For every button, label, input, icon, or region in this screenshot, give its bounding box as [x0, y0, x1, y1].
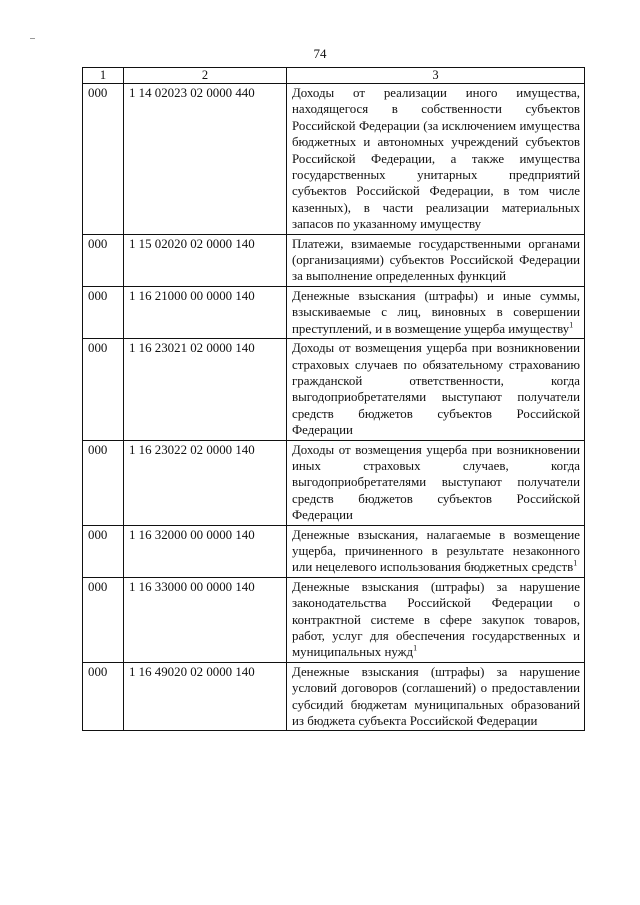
header-col-3: 3	[287, 68, 585, 84]
revenue-name-cell	[287, 525, 585, 577]
budget-classification-code-cell: 1 16 33000 00 0000 140	[124, 577, 287, 662]
revenue-name-text: Денежные взыскания, налагаемые в возмещение ущерба, причиненного в результате незаконного или нецелевого использования бюджетных средств	[292, 527, 580, 575]
budget-classification-code-cell: 1 16 23022 02 0000 140	[124, 440, 287, 525]
table-row	[83, 286, 585, 338]
revenue-name-text: Доходы от реализации иного имущества, находящегося в собственности субъектов Российской Федерации (за исключением имущества бюджетных и автономных учреждений субъектов Российской Федерации, а также имущества государственных унитарных предприятий субъектов Российской Федерации, в том числе казенных), в части реализации материальных запасов по указанному имуществу	[292, 86, 580, 232]
budget-classification-code-cell: 1 16 21000 00 0000 140	[124, 286, 287, 338]
table-row	[83, 662, 585, 731]
revenue-name-cell	[287, 84, 585, 235]
table-row	[83, 339, 585, 440]
header-col-2: 2	[124, 68, 287, 84]
revenue-name-text: Денежные взыскания (штрафы) и иные суммы, взыскиваемые с лиц, виновных в совершении преступлений, и в возмещение ущерба имуществу	[292, 288, 580, 336]
table-row	[83, 234, 585, 286]
revenue-name-text: Доходы от возмещения ущерба при возникновении страховых случаев по обязательному страхованию гражданской ответственности, когда выгодоприобретателями выступают получатели средств бюджетов субъектов Российской Федерации	[292, 341, 580, 438]
revenue-name-cell	[287, 662, 585, 731]
admin-code-cell: 000	[83, 286, 124, 338]
table-header-row	[83, 68, 585, 84]
revenue-name-cell	[287, 286, 585, 338]
budget-classification-code-cell: 1 16 49020 02 0000 140	[124, 662, 287, 731]
admin-code-cell: 000	[83, 84, 124, 235]
revenue-name-text: Денежные взыскания (штрафы) за нарушение условий договоров (соглашений) о предоставлении субсидий бюджетам муниципальных образований из бюджета субъекта Российской Федерации	[292, 664, 580, 729]
revenue-name-cell	[287, 440, 585, 525]
footnote-marker: 1	[573, 559, 578, 569]
budget-classification-code-cell: 1 15 02020 02 0000 140	[124, 234, 287, 286]
budget-classification-code-cell: 1 16 23021 02 0000 140	[124, 339, 287, 440]
table-row	[83, 84, 585, 235]
budget-classification-code-cell: 1 16 32000 00 0000 140	[124, 525, 287, 577]
revenue-codes-table	[82, 67, 585, 731]
revenue-name-text: Доходы от возмещения ущерба при возникновении иных страховых случаев, когда выгодоприобретателями выступают получатели средств бюджетов субъектов Российской Федерации	[292, 442, 580, 523]
scan-mark	[30, 38, 35, 39]
budget-classification-code-cell: 1 14 02023 02 0000 440	[124, 84, 287, 235]
admin-code-cell: 000	[83, 440, 124, 525]
revenue-name-cell	[287, 234, 585, 286]
table-row	[83, 525, 585, 577]
revenue-name-cell	[287, 339, 585, 440]
table-row	[83, 577, 585, 662]
table-row	[83, 440, 585, 525]
admin-code-cell: 000	[83, 339, 124, 440]
admin-code-cell: 000	[83, 662, 124, 731]
revenue-name-cell	[287, 577, 585, 662]
footnote-marker: 1	[413, 644, 418, 654]
revenue-name-text: Денежные взыскания (штрафы) за нарушение законодательства Российской Федерации о контрактной системе в сфере закупок товаров, работ, услуг для обеспечения государственных и муниципальных нужд	[292, 579, 580, 660]
revenue-name-text: Платежи, взимаемые государственными органами (организациями) субъектов Российской Федерации за выполнение определенных функций	[292, 236, 580, 284]
footnote-marker: 1	[569, 320, 574, 330]
admin-code-cell: 000	[83, 577, 124, 662]
admin-code-cell: 000	[83, 525, 124, 577]
page-number: 74	[313, 46, 327, 61]
admin-code-cell: 000	[83, 234, 124, 286]
header-col-1: 1	[83, 68, 124, 84]
